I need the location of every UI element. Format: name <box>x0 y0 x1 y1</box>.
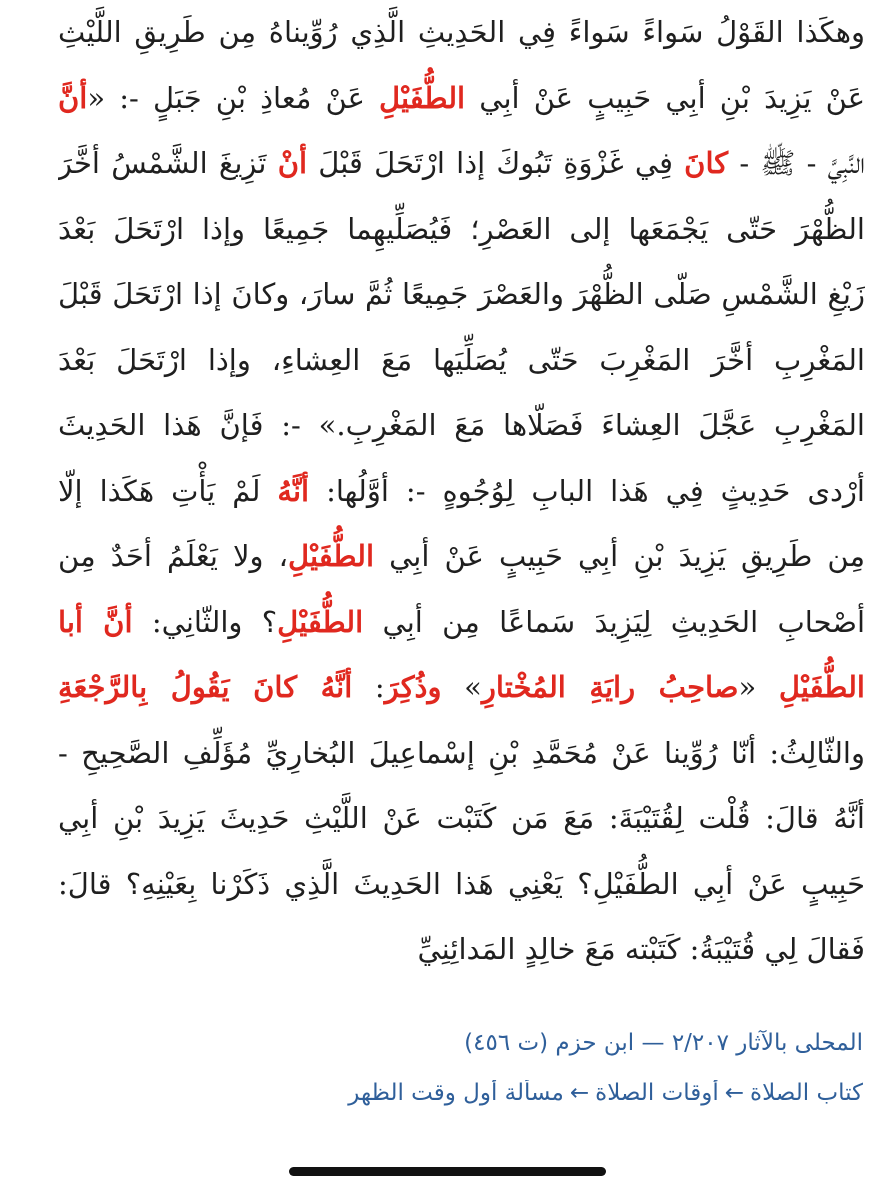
highlighted-word: كانَ <box>684 146 729 180</box>
highlighted-word: وذُكِرَ <box>384 670 442 704</box>
text-segment: المَغْرِبِ أخَّرَ المَغْرِبَ حَتّى يُصَلِّيَها مَعَ العِشاءِ، وإذا ارْتَحَلَ بَعْدَ <box>58 342 865 377</box>
source-reference[interactable] <box>32 1030 863 1056</box>
text-segment: فِي غَزْوَةِ تَبُوكَ إذا ارْتَحَلَ قَبْلَ <box>307 146 685 180</box>
text-line <box>58 393 865 459</box>
text-segment: والثّالِثُ: أنّا رُوِّينا عَنْ مُحَمَّدِ بْنِ إسْماعِيلَ البُخارِيِّ مُؤَلِّفِ الصَّحِيحِ - <box>58 735 865 770</box>
text-segment: المَغْرِبِ عَجَّلَ العِشاءَ فَصَلّاها مَعَ المَغْرِبِ.» -: فَإنَّ هَذا الحَدِيثَ <box>58 408 865 442</box>
text-segment: وهكَذا القَوْلُ سَواءً سَواءً فِي الحَدِيثِ الَّذِي رُوِّيناهُ مِن طَرِيقِ اللَّيْثِ <box>58 15 865 49</box>
text-line <box>58 786 865 852</box>
text-segment: ؟ والثّانِي: <box>132 604 278 639</box>
hadith-text-body <box>58 0 865 983</box>
text-line <box>58 131 865 197</box>
highlighted-word: الطُّفَيْلِ <box>379 80 466 115</box>
text-segment: عَنْ مُعاذِ بْنِ جَبَلٍ -: « <box>87 80 380 115</box>
text-segment: زَيْغِ الشَّمْسِ صَلّى الظُّهْرَ والعَصْرَ جَمِيعًا ثُمَّ سارَ، وكانَ إذا ارْتَحَلَ قَبْلَ <box>58 277 865 311</box>
text-line <box>58 197 865 263</box>
text-segment: تَزِيغَ الشَّمْسُ أخَّرَ <box>58 146 278 180</box>
text-line <box>58 328 865 394</box>
text-line <box>58 917 865 983</box>
text-segment: « <box>738 670 779 704</box>
highlighted-word: أنْ <box>277 146 308 180</box>
breadcrumb-item-section[interactable]: مسألة أول وقت الظهر <box>348 1080 564 1106</box>
text-line <box>58 721 865 787</box>
text-line <box>58 66 865 132</box>
text-line <box>58 655 865 721</box>
text-line <box>58 590 865 656</box>
highlighted-word: أنَّ <box>58 80 88 115</box>
text-segment: » <box>441 670 482 704</box>
text-segment: لَمْ يَأْتِ هَكَذا إلّا <box>58 473 278 508</box>
text-segment: النَّبِيَّ - ﷺ - <box>728 146 865 180</box>
text-line <box>58 459 865 525</box>
text-segment: فَقالَ لِي قُتَيْبَةُ: كَتَبْته مَعَ خالِدٍ المَدائِنِيِّ <box>417 932 865 966</box>
highlighted-word: أنَّهُ كانَ يَقُولُ بِالرَّجْعَةِ <box>58 670 353 704</box>
text-segment: مِن طَرِيقِ يَزِيدَ بْنِ أبِي حَبِيبٍ عَنْ أبِي <box>374 539 865 573</box>
highlighted-word: الطُّفَيْلِ <box>287 539 375 573</box>
source-reference-text[interactable]: المحلى بالآثار ٢/٢٠٧ — ابن حزم (ت ٤٥٦) <box>464 1030 863 1056</box>
breadcrumb-separator: ← <box>569 1080 590 1106</box>
text-line <box>58 0 865 66</box>
highlighted-word: الطُّفَيْلِ <box>778 670 865 704</box>
text-line <box>58 852 865 918</box>
text-segment: الظُّهْرَ حَتّى يَجْمَعَها إلى العَصْرِ؛ فَيُصَلِّيهِما جَمِيعًا وإذا ارْتَحَلَ بَعْدَ <box>58 211 865 246</box>
text-segment: عَنْ يَزِيدَ بْنِ أبِي حَبِيبٍ عَنْ أبِي <box>465 80 865 115</box>
breadcrumb <box>32 1080 863 1106</box>
text-line <box>58 262 865 328</box>
text-segment: أصْحابِ الحَدِيثِ لِيَزِيدَ سَماعًا مِن أبِي <box>363 604 865 639</box>
highlighted-word: صاحِبُ رايَةِ المُخْتارِ <box>481 670 739 704</box>
home-indicator[interactable] <box>289 1167 606 1176</box>
text-segment: ، ولا يَعْلَمُ أحَدٌ مِن <box>58 539 288 573</box>
breadcrumb-item-chapter[interactable]: أوقات الصلاة <box>595 1080 719 1106</box>
text-segment: أرْدى حَدِيثٍ فِي هَذا البابِ لِوُجُوهٍ -: أوَّلُها: <box>309 473 865 508</box>
text-segment: أنَّهُ قالَ: قُلْت لِقُتَيْبَةَ: مَعَ مَن كَتَبْت عَنْ اللَّيْثِ حَدِيثَ يَزِيدَ بْنِ أبِي <box>58 801 865 835</box>
highlighted-word: الطُّفَيْلِ <box>277 604 364 639</box>
text-line <box>58 524 865 590</box>
highlighted-word: أنَّ أبا <box>58 604 133 639</box>
text-segment: : <box>352 670 385 704</box>
text-segment: حَبِيبٍ عَنْ أبِي الطُّفَيْلِ؟ يَعْنِي هَذا الحَدِيثَ الَّذِي ذَكَرْنا بِعَيْنِهِ؟ قالَ: <box>58 866 865 901</box>
breadcrumb-item-book[interactable]: كتاب الصلاة <box>750 1080 863 1106</box>
breadcrumb-separator: ← <box>724 1080 745 1106</box>
highlighted-word: أنَّهُ <box>277 473 310 508</box>
